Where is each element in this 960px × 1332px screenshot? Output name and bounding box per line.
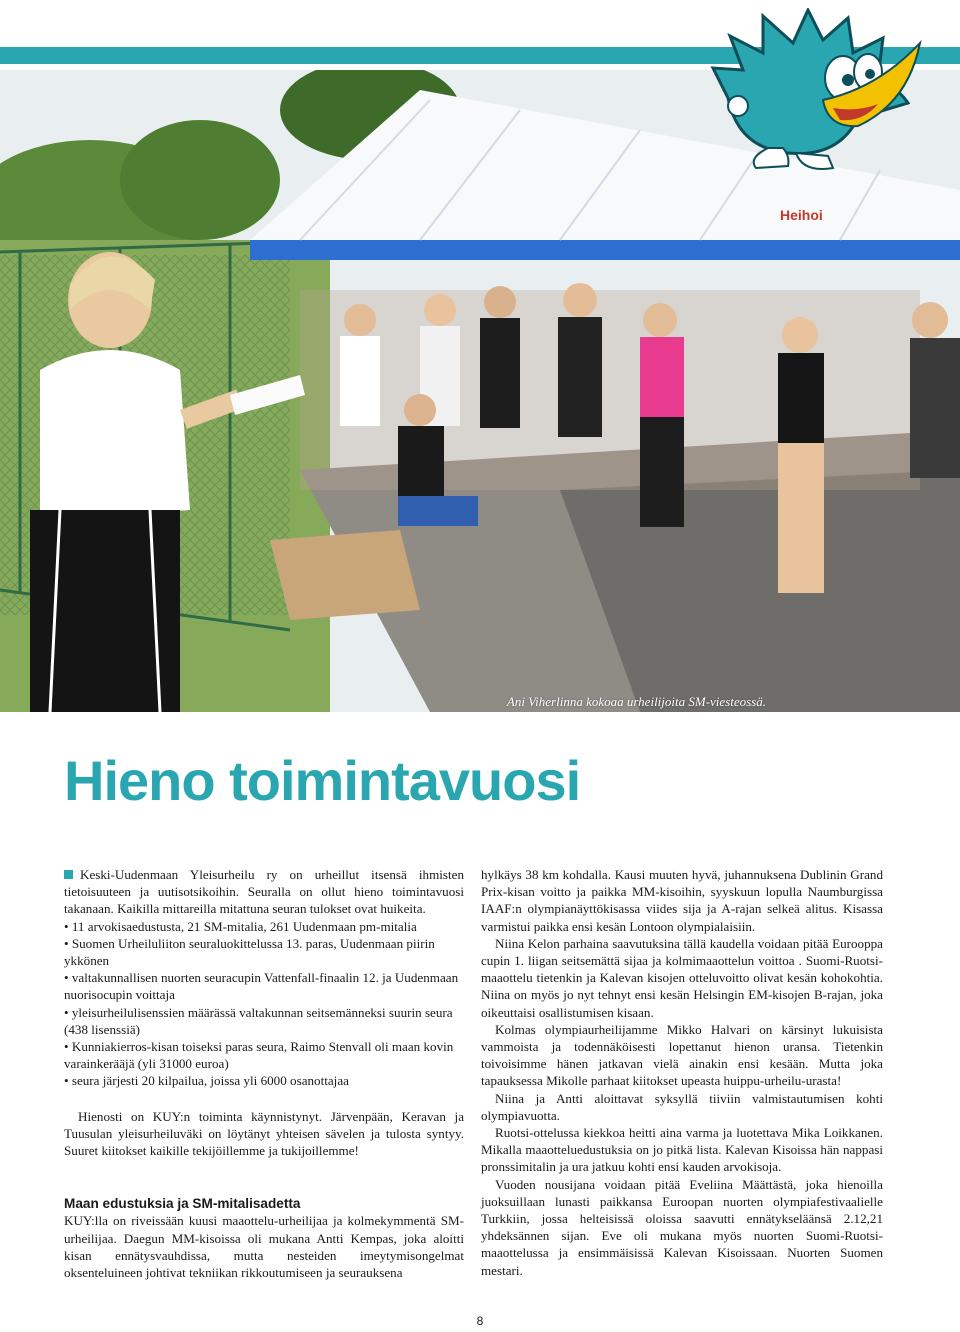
photo-caption: Ani Viherlinna kokoaa urheilijoita SM-viesteossä. xyxy=(506,694,766,709)
paragraph: hylkäys 38 km kohdalla. Kausi muuten hyvä, juhannuksena Dublinin Grand Prix-kisan voitto ja paikka MM-kisoihin, syyskuun lopulla Naumburgissa IAAF:n olympianäyttökisassa viides sija ja A-rajan selkeä alitus. Kisassa varmistui paikka ensi kesän Lontoon olympialaisiin. xyxy=(481,867,883,934)
paragraph: Kolmas olympiaurheilijamme Mikko Halvari on kärsinyt lukuisista vammoista ja todennäköisesti lopettanut hienon uransa. Tietenkin toivoisimme hänen jatkavan vielä ainakin ensi kesään. Mutta joka tapauksessa Mikolle parhaat kiitokset upeasta huippu-urheilu-urasta! xyxy=(481,1021,883,1089)
hedgehog-mascot-icon xyxy=(708,8,924,178)
article-left-column xyxy=(64,866,464,1281)
list-item: • yleisurheilulisenssien määrässä valtakunnan seitsemänneksi suurin seura (438 lisenssiä) xyxy=(64,1004,453,1037)
list-item: • 11 arvokisaedustusta, 21 SM-mitalia, 261 Uudenmaan pm-mitalia xyxy=(64,918,417,934)
article-right-column xyxy=(481,866,883,1279)
paragraph: Niina Kelon parhaina saavutuksina tällä kaudella voidaan pitää Eurooppa cupin 1. liigan seitsemättä sijaa ja kolmimaaottelun voittoa . Suomi-Ruotsi-maaottelu tietenkin ja Kalevan kisojen otteluvoitto olivat kesän kohokohtia. Niina on myös jo nyt tehnyt ensi kesän Helsingin EM-kisojen B-rajan, joka oikeuttaisi osallistumisen kisaan. xyxy=(481,935,883,1020)
closing-paragraph: Hienosti on KUY:n toiminta käynnistynyt. Järvenpään, Keravan ja Tuusulan yleisurheiluväki on löytänyt yhteisen sävelen ja tulosta syntyy. Suuret kiitokset kaikille tekijöillemme ja tukijoillemme! xyxy=(64,1108,464,1159)
paragraph: Niina ja Antti aloittavat syksyllä tiiviin valmistautumisen kohti olympiavuotta. xyxy=(481,1090,883,1123)
square-bullet-icon xyxy=(64,870,73,879)
paragraph: Vuoden nousijana voidaan pitää Eveliina Määttästä, joka hienoilla juoksuillaan lunasti paikkansa Euroopan nuorten olympiafestivaalielle Turkkiin, jossa helteisissä oloissa saavutti ennätykseläänsä 2.12,21 yhdeksännen sijan. Eve oli mukana myös nuorten Suomi-Ruotsi-maaottelussa ja ensimmäisissä Kalevan Kisoissaan. Nuorten Suomen mestari. xyxy=(481,1176,883,1278)
paragraph: Ruotsi-ottelussa kiekkoa heitti aina varma ja luotettava Mika Loikkanen. Mikalla maaotteluedustuksia on jo pitkä lista. Kalevan Kisoissa hän nappasi pronssimitalin ja ura jatkuu kohti ensi kauden arvokisoja. xyxy=(481,1125,883,1175)
list-item: • valtakunnallisen nuorten seuracupin Vattenfall-finaalin 12. ja Uudenmaan nuorisocupin voittaja xyxy=(64,970,459,1003)
section-paragraph: KUY:lla on riveissään kuusi maaottelu-urheilijaa ja kolmekymmentä SM-urheilijaa. Daegun MM-kisoissa oli mukana Antti Kempas, joka aloitti kisan ennätysvauhdissa, mutta nesteiden imeytymisongelmat oksenteluineen johtivat tekniikan rikkoutumiseen ja seurauksena xyxy=(64,1213,464,1281)
list-item: • seura järjesti 20 kilpailua, joissa yli 6000 osanottajaa xyxy=(64,1073,349,1089)
page-title: Hieno toimintavuosi xyxy=(64,749,581,812)
list-item: • Suomen Urheiluliiton seuraluokittelussa 13. paras, Uudenmaan piirin ykkönen xyxy=(64,935,435,969)
section-subheading: Maan edustuksia ja SM-mitalisadetta xyxy=(64,1196,301,1212)
list-item: • Kunniakierros-kisan toiseksi paras seura, Raimo Stenvall oli maan kovin varainkerääjä (yli 31000 euroa) xyxy=(64,1039,454,1072)
intro-text: Keski-Uudenmaan Yleisurheilu ry on urheillut itsensä ihmisten tietoisuuteen ja uutisotsikoihin. Seuralla on ollut hieno toimintavuosi takanaan. Kaikilla mittareilla mitattuna seuran tulokset ovat huikeita. xyxy=(64,867,464,917)
intro-paragraph xyxy=(64,866,464,918)
tent-logo: Heihoi xyxy=(780,207,823,223)
page-number: 8 xyxy=(476,1314,484,1328)
